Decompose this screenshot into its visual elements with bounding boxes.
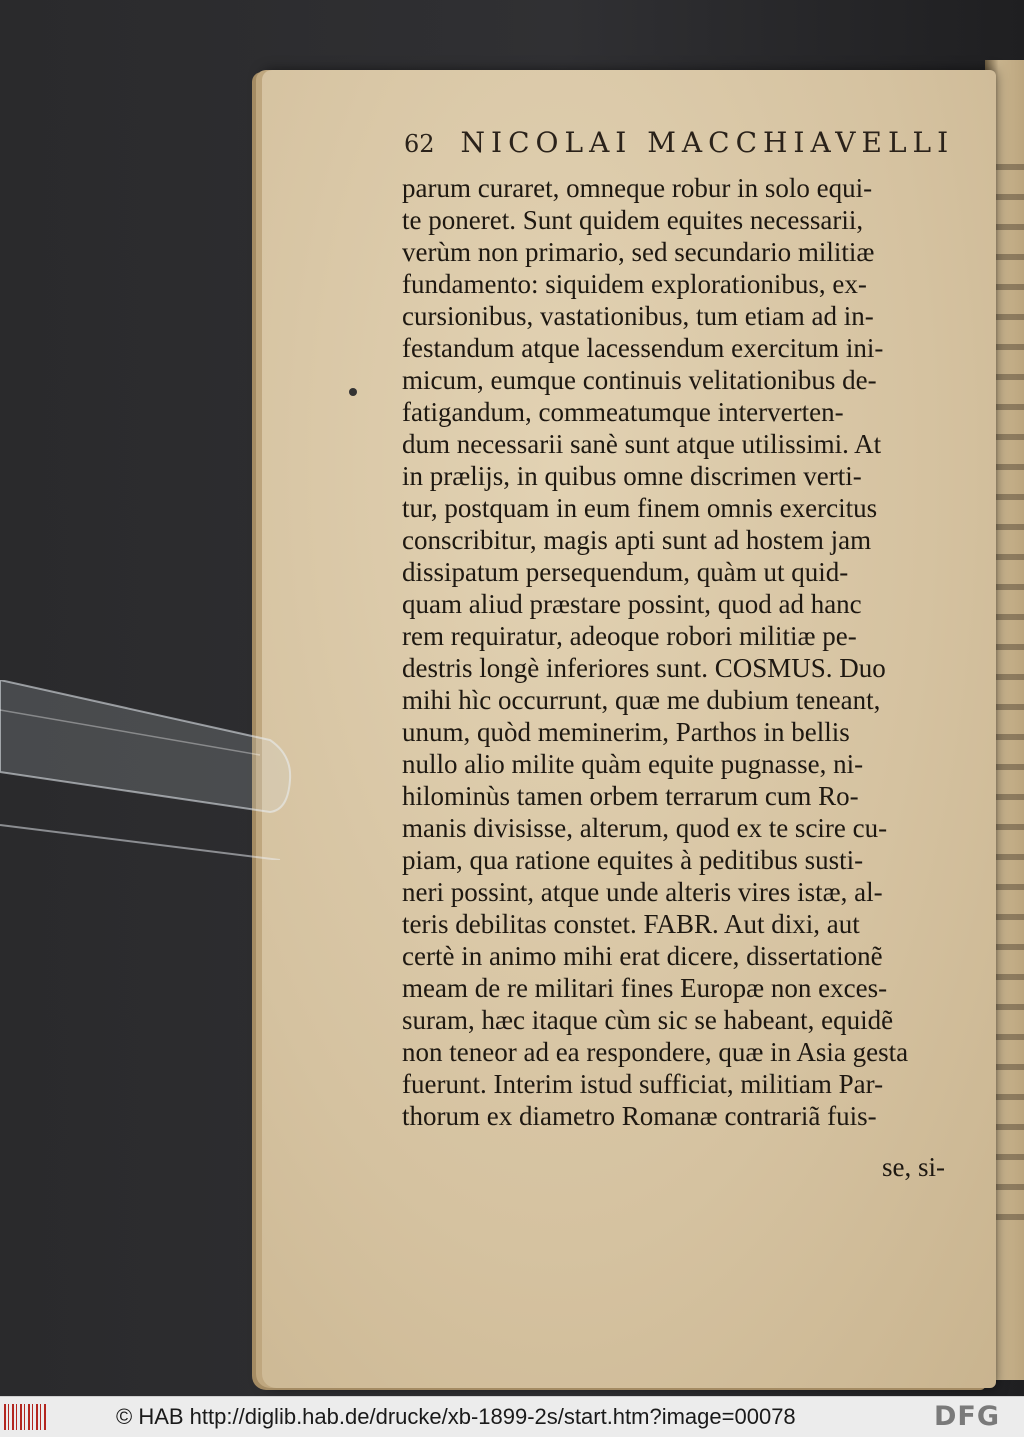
text-line: neri possint, atque unde alteris vires istæ, al- [402,877,883,907]
page-body-text [402,172,962,1132]
source-link[interactable]: © HAB http://diglib.hab.de/drucke/xb-1899-2s/start.htm?image=00078 [116,1404,796,1429]
text-line: teris debilitas constet. FABR. Aut dixi, aut [402,909,860,939]
text-line: hilominùs tamen orbem terrarum cum Ro- [402,781,859,811]
page-number: 62 [404,130,435,158]
text-line: te poneret. Sunt quidem equites necessarii, [402,205,864,235]
text-line: verùm non primario, sed secundario militiæ [402,237,875,267]
text-line: rem requiratur, adeoque robori militiæ pe- [402,621,857,651]
text-line: fundamento: siquidem explorationibus, ex- [402,269,867,299]
text-line: piam, qua ratione equites à peditibus susti- [402,845,864,875]
barcode-icon [4,1404,48,1430]
margin-ink-dot [349,388,357,396]
text-line: meam de re militari fines Europæ non exces- [402,973,888,1003]
catchword: se, si- [882,1152,945,1182]
text-line: cursionibus, vastationibus, tum etiam ad in- [402,301,874,331]
dfg-logo: DFG [934,1401,1001,1432]
text-line: tur, postquam in eum finem omnis exercitus [402,493,878,523]
text-line: nullo alio milite quàm equite pugnasse, ni- [402,749,864,779]
text-line: conscribitur, magis apti sunt ad hostem jam [402,525,872,555]
viewer-footer [0,1396,1024,1437]
running-head [404,126,964,166]
text-line: in prælijs, in quibus omne discrimen verti- [402,461,862,491]
text-line: destris longè inferiores sunt. COSMUS. Duo [402,653,886,683]
text-line: fatigandum, commeatumque interverten- [402,397,844,427]
text-line: non teneor ad ea respondere, quæ in Asia gesta [402,1037,909,1067]
running-title: NICOLAI MACCHIAVELLI [460,126,955,159]
text-line: micum, eumque continuis velitationibus de- [402,365,877,395]
text-line: parum curaret, omneque robur in solo equi- [402,173,873,203]
text-line: mihi hìc occurrunt, quæ me dubium teneant, [402,685,881,715]
text-line: dissipatum persequendum, quàm ut quid- [402,557,849,587]
text-line: dum necessarii sanè sunt atque utilissimi. At [402,429,882,459]
text-line: unum, quòd meminerim, Parthos in bellis [402,717,850,747]
text-line: manis divisisse, alterum, quod ex te scire cu- [402,813,888,843]
glass-page-holder [0,680,300,860]
text-line: certè in animo mihi erat dicere, dissertationẽ [402,941,883,971]
text-line: festandum atque lacessendum exercitum ini- [402,333,884,363]
text-line: fuerunt. Interim istud sufficiat, militiam Par- [402,1069,884,1099]
text-line: thorum ex diametro Romanæ contrariã fuis- [402,1101,877,1131]
text-line: quam aliud præstare possint, quod ad hanc [402,589,862,619]
text-line: suram, hæc itaque cùm sic se habeant, equidẽ [402,1005,894,1035]
